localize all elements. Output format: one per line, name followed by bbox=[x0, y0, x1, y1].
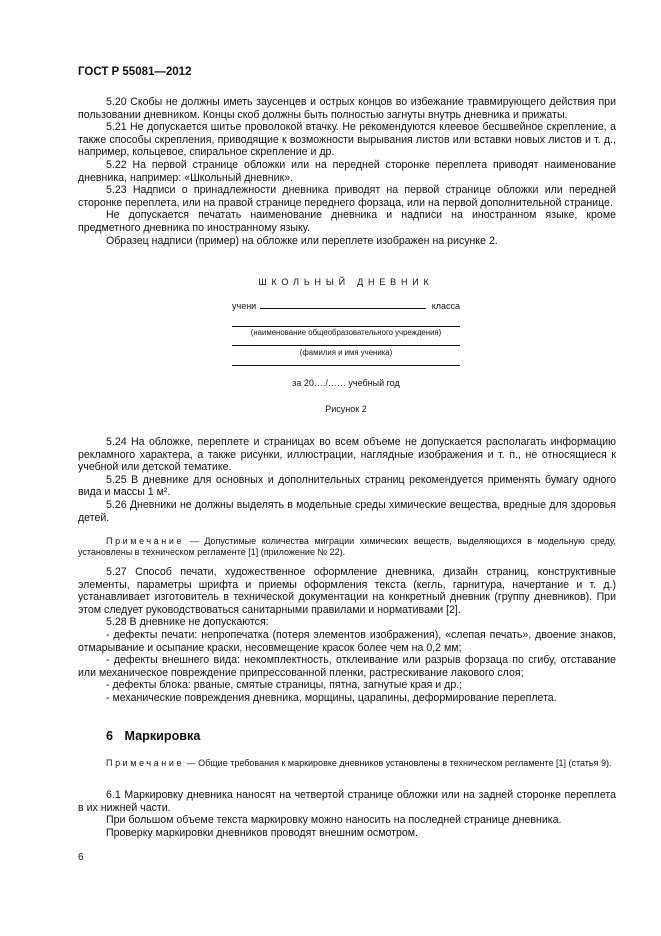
clauses-5-27-to-5-28 bbox=[78, 566, 616, 705]
school-blank-line bbox=[232, 326, 460, 327]
document-code-header: ГОСТ Р 55081—2012 bbox=[78, 66, 192, 78]
clause-5-25: 5.25 В дневнике для основных и дополнительных страниц рекомендуется применять бумагу одного вида и массы 1 м². bbox=[78, 473, 616, 499]
clause-5-27: 5.27 Способ печати, художественное оформление дневника, дизайн страниц, конструктивные элементы, параметры шрифта и приемы оформления текста (кегль, гарнитура, начертание и т. д.) устанавливает изготовитель в технической документации на конкретный дневник (группу дневников). При этом следует руководствоваться санитарными правилами и нормативами [2]. bbox=[78, 566, 616, 616]
note-text: — Общие требования к маркировке дневников установлены в техническом регламенте [1] (статья 9). bbox=[186, 758, 612, 768]
marking-check-paragraph: Проверку маркировки дневников проводят внешним осмотром. bbox=[106, 826, 419, 839]
clause-5-26: 5.26 Дневники не должны выделять в модельные среды химические вещества, вредные для здоровья детей. bbox=[78, 498, 616, 524]
note-marking bbox=[78, 758, 616, 769]
clause-5-24: 5.24 На обложке, переплете и страницах во всем объеме не допускается располагать информацию рекламного характера, а также рисунки, иллюстрации, наглядные изображения и т. п., не относящиеся к учебной или детской тематике. bbox=[78, 436, 616, 474]
pupil-prefix: учени bbox=[232, 301, 257, 311]
clause-5-22: 5.22 На первой странице обложки или на передней сторонке переплета приводят наименование дневника, например: «Школьный дневник». bbox=[78, 158, 616, 184]
defect-item-block: - дефекты блока: рваные, смятые страницы, пятна, загнутые края и др.; bbox=[106, 679, 463, 692]
clause-6-1-block bbox=[78, 789, 616, 839]
note-label: Примечание bbox=[106, 536, 185, 546]
sample-reference-paragraph: Образец надписи (пример) на обложке или переплете изображен на рисунке 2. bbox=[106, 234, 498, 247]
defect-item-mechanical: - механические повреждения дневника, морщины, царапины, деформирование переплета. bbox=[106, 691, 557, 704]
marking-large-text-paragraph: При большом объеме текста маркировку можно наносить на последней странице дневника. bbox=[106, 814, 562, 827]
clause-5-21: 5.21 Не допускается шитье проволокой втачку. Не рекомендуются клеевое бесшвейное скрепление, а также способы скрепления, приводящие к возможности вырывания листов или вставки новых листов и т. д., например, кольцевое, спиральное скрепление и др. bbox=[78, 121, 616, 159]
clause-5-28: 5.28 В дневнике не допускаются: bbox=[106, 616, 269, 629]
note-chemical-migration bbox=[78, 536, 616, 559]
name-blank-line bbox=[232, 345, 460, 346]
clauses-5-20-to-5-23 bbox=[78, 96, 616, 247]
school-year-line: за 20…./…… учебный год bbox=[292, 378, 400, 388]
extra-blank-line bbox=[232, 365, 460, 366]
clauses-5-24-to-5-26 bbox=[78, 436, 616, 524]
note-label: Примечание bbox=[106, 758, 185, 768]
clause-5-23: 5.23 Надписи о принадлежности дневника приводят на первой странице обложки или передней сторонке переплета, или на правой странице переднего форзаца, или на первой дополнительной странице. bbox=[78, 184, 616, 209]
section-number: 6 bbox=[106, 729, 114, 743]
figure-2-caption: Рисунок 2 bbox=[325, 404, 367, 414]
name-caption: (фамилия и имя ученика) bbox=[299, 348, 393, 357]
school-caption: (наименование общеобразовательного учреждения) bbox=[250, 328, 442, 337]
section-title: Маркировка bbox=[124, 729, 201, 743]
clause-5-20: 5.20 Скобы не должны иметь заусенцев и острых концов во избежание травмирующего действия при пользовании дневником. Концы скоб должны быть полностью загнуты внутрь дневника и прижаты. bbox=[78, 96, 616, 121]
clause-6-1: 6.1 Маркировку дневника наносят на четвертой странице обложки или на задней сторонке переплета в их нижней части. bbox=[78, 789, 616, 814]
defect-item-appearance: - дефекты внешнего вида: некомплектность, отклеивание или разрыв форзаца по сгибу, отставание или механическое повреждение припрессованной пленки, растрескивание лакового слоя; bbox=[78, 654, 616, 679]
page-number: 6 bbox=[78, 852, 84, 863]
section-6-heading bbox=[106, 729, 200, 743]
class-suffix: класса bbox=[431, 301, 460, 311]
foreign-language-paragraph: Не допускается печатать наименование дневника и надписи на иностранном языке, кроме предметного дневника по иностранному языку. bbox=[78, 209, 616, 234]
defect-item-printing: - дефекты печати: непропечатка (потеря элементов изображения), «слепая печать», двоение знаков, отмарывание и осыпание краски, несовмещение красок более чем на 0,2 мм; bbox=[78, 628, 616, 654]
sample-diary-title: ШКОЛЬНЫЙ ДНЕВНИК bbox=[258, 277, 434, 287]
note-text: — Допустимые количества миграции химических веществ, выделяющихся в модельную среду, установлены в техническом регламенте [1] (приложение № 22). bbox=[78, 536, 616, 558]
pupil-line bbox=[232, 298, 460, 311]
pupil-blank-line bbox=[260, 298, 425, 309]
